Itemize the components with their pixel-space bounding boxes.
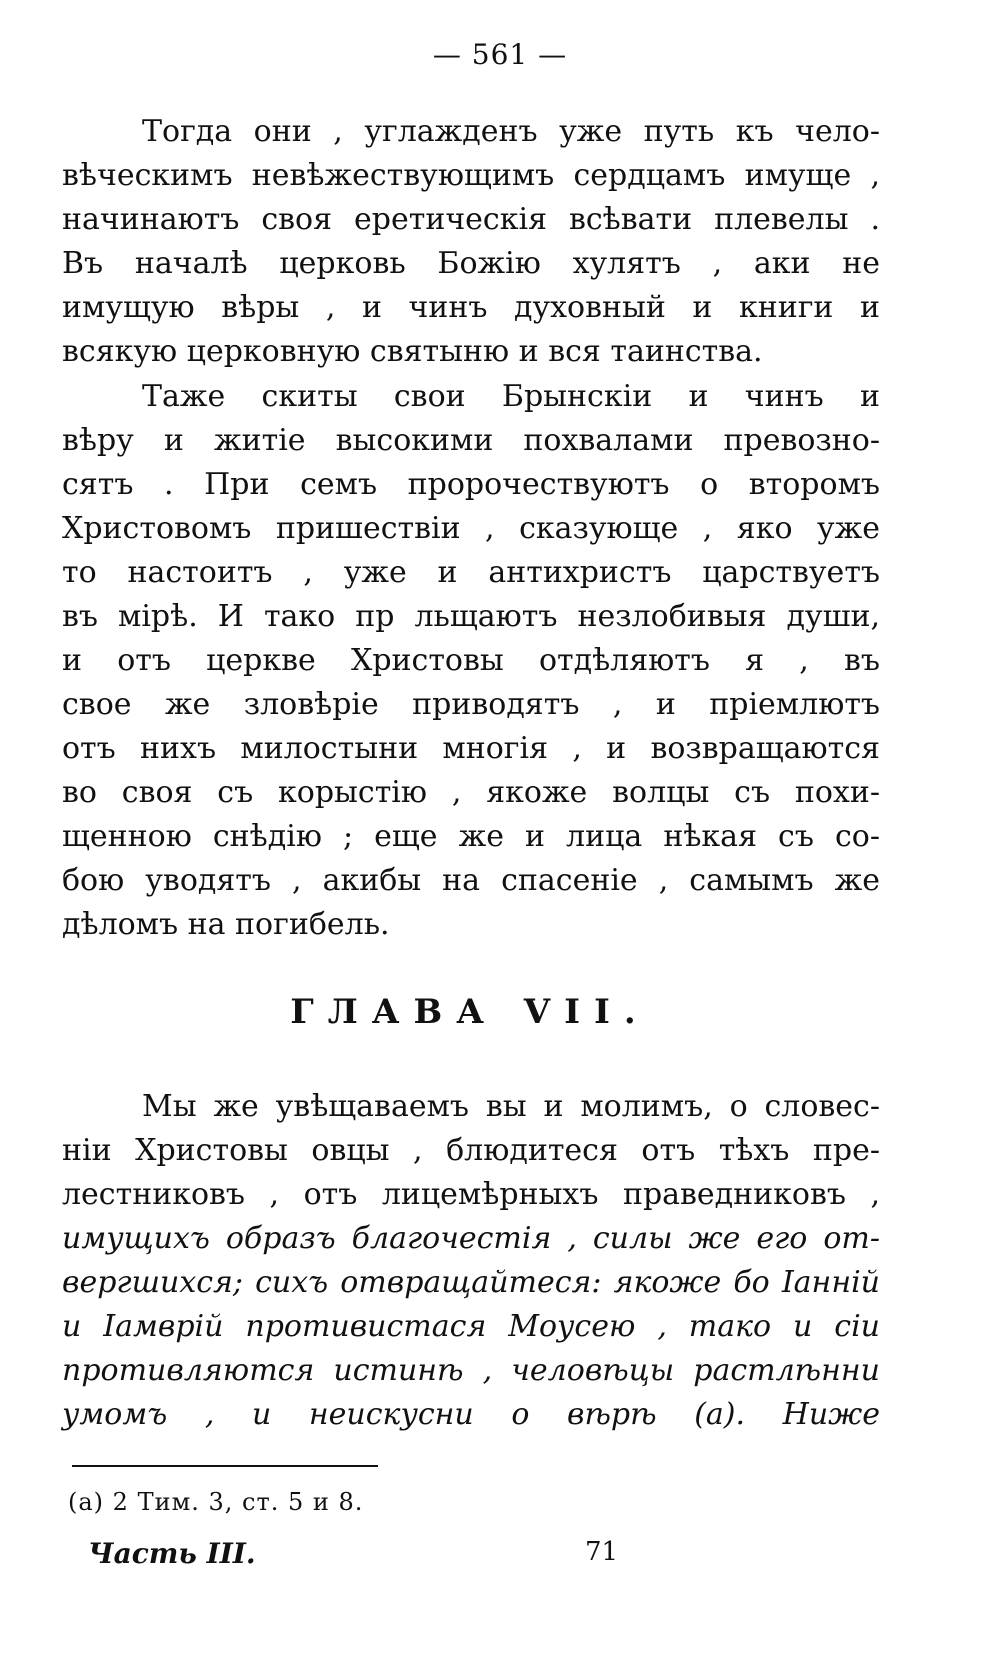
text-line-italic: умомъ , и неискусни о вѣрѣ (а). Ниже [62,1397,880,1432]
text-line-italic: имущихъ образъ благочестія , силы же его от- [62,1221,880,1256]
text-line: Таже скиты свои Брынскіи и чинъ и [142,379,880,414]
sheet-number: 71 [585,1537,619,1567]
text-line: свое же зловѣріе приводятъ , и пріемлютъ [62,687,880,722]
text-line: бою уводятъ , акибы на спасеніе , самымъ же [62,863,880,898]
text-line: ніи Христовы овцы , блюдитеся отъ тѣхъ пре- [62,1133,880,1168]
text-line: во своя съ корыстію , якоже волцы съ похи- [62,775,880,810]
footnote: (а) 2 Тим. 3, ст. 5 и 8. [68,1488,364,1516]
text-line: всякую церковную святыню и вся таинства. [62,334,763,369]
text-line: отъ нихъ милостыни многія , и возвращаются [62,731,880,766]
text-line-italic: вергшихся; сихъ отвращайтеся: якоже бо Іанній [62,1265,880,1300]
text-line: Тогда они , углажденъ уже путь къ чело- [142,114,880,149]
chapter-heading: ГЛАВА VII. [290,992,650,1032]
page-number: — 561 — [432,38,568,71]
text-line: Мы же увѣщаваемъ вы и молимъ, о словес- [142,1089,880,1124]
text-line: вѣру и житіе высокими похвалами превозно- [62,423,880,458]
text-line-italic: противляются истинѣ , человѣцы растлѣнни [62,1353,880,1388]
text-line: въ мірѣ. И тако пр льщаютъ незлобивыя души, [62,599,880,634]
text-line: вѣческимъ невѣжествующимъ сердцамъ имуще , [62,158,880,193]
text-line: сятъ . При семъ пророчествуютъ о второмъ [62,467,880,502]
text-line: Въ началѣ церковь Божію хулятъ , аки не [62,246,880,281]
text-line: то настоитъ , уже и антихристъ царствуетъ [62,555,880,590]
signature-mark: Часть III. [88,1537,256,1570]
footnote-divider [72,1465,378,1467]
text-line: начинаютъ своя еретическія всѣвати плевелы . [62,202,880,237]
text-line: и отъ церкве Христовы отдѣляютъ я , въ [62,643,880,678]
paragraph-2 [62,375,880,947]
text-line-italic: и Іамврій противистася Моусею , тако и сіи [62,1309,880,1344]
paragraph-1 [62,110,880,374]
text-line: Христовомъ пришествіи , сказующе , яко уже [62,511,880,546]
text-line: лестниковъ , отъ лицемѣрныхъ праведниковъ , [62,1177,880,1212]
text-line: имущую вѣры , и чинъ духовный и книги и [62,290,880,325]
chapter-paragraph [62,1085,880,1437]
text-line: дѣломъ на погибель. [62,907,390,942]
text-line: щенною снѣдію ; еще же и лица нѣкая съ со- [62,819,880,854]
